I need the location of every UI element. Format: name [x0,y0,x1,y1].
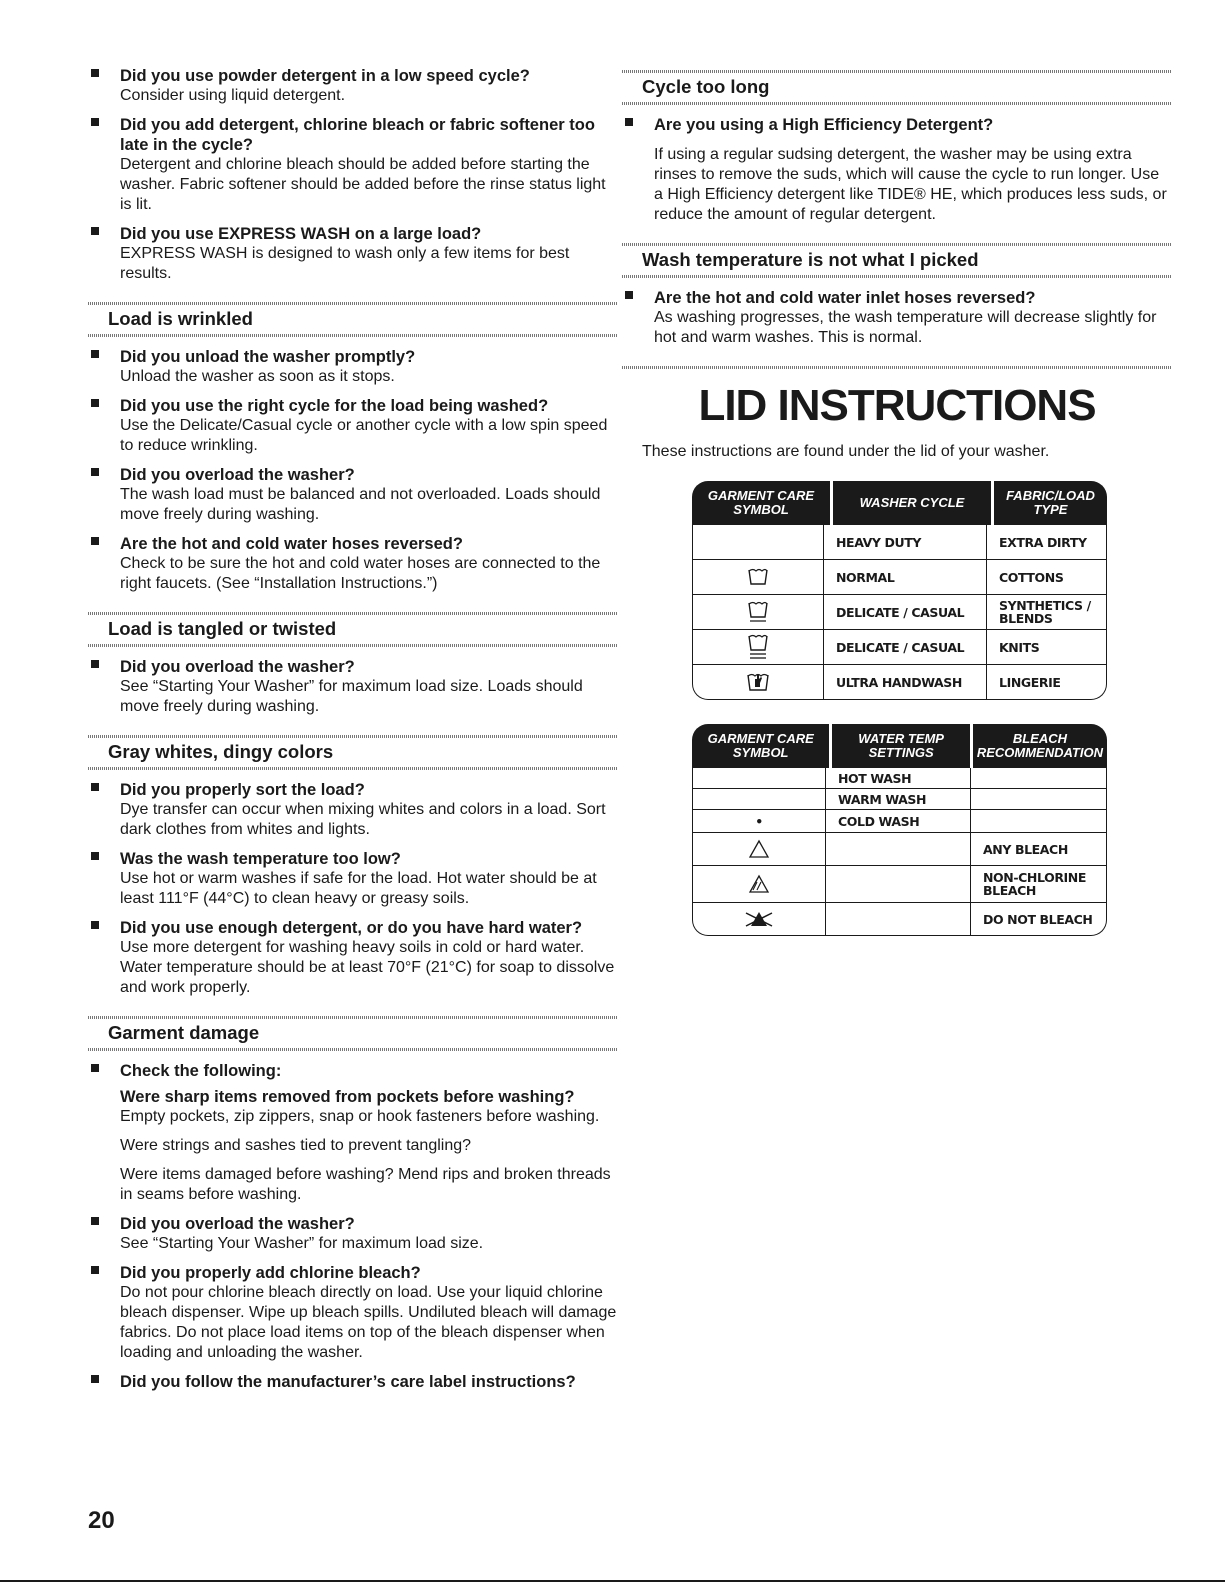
hand-wash-icon [746,671,770,693]
bullet-icon [91,1217,99,1225]
paragraph: Were items damaged before washing? Mend rips and broken threads in seams before washing. [120,1166,611,1203]
list-item [88,115,618,215]
bleach-table [692,724,1107,936]
section-title: Garment damage [108,1022,260,1043]
cycle-cell: DELICATE / CASUAL [824,630,987,664]
right-column [622,70,1172,936]
answer: Check to be sure the hot and cold water hoses are connected to the right faucets. (See “Installation Instructions.”) [120,555,601,592]
answer: Use more detergent for washing heavy soils in cold or hard water. Water temperature should be at least 70°F (21°C) for soap to dissolve and work properly. [120,939,615,996]
answer: Do not pour chlorine bleach directly on load. Use your liquid chlorine bleach dispenser. Wipe up bleach spills. Undiluted bleach will damage fabrics. Do not place load items on top of the bleach dispenser when loading and unloading the washer. [120,1284,617,1361]
answer: Consider using liquid detergent. [120,87,346,104]
column-header: GARMENT CARE SYMBOL [692,481,833,525]
section-title: Load is tangled or twisted [108,618,337,639]
left-column [88,66,618,1401]
temp-cell [826,903,971,935]
symbol-cell [693,665,824,699]
fabric-cell: SYNTHETICS / BLENDS [999,598,1091,626]
table-row [693,525,1106,559]
table-row [693,902,1106,935]
answer: See “Starting Your Washer” for maximum load size. Loads should move freely during washing. [120,678,583,715]
bullet-icon [91,921,99,929]
bleach-cell [971,810,1106,832]
section-header [622,70,1172,105]
table-row [693,809,1106,832]
symbol-cell [693,560,824,594]
bleach-cell [971,768,1106,788]
column-header: FABRIC/LOAD TYPE [1006,488,1095,517]
answer: Use hot or warm washes if safe for the load. Hot water should be at least 111°F (44°C) to clean heavy or greasy soils. [120,870,597,907]
table-row [693,865,1106,902]
bullet-icon [91,1266,99,1274]
cycle-cell: HEAVY DUTY [824,525,987,559]
question: Did you use the right cycle for the load being washed? [120,397,549,415]
symbol-cell [693,595,824,629]
bullet-icon [91,783,99,791]
symbol-cell [693,630,824,664]
bullet-icon [91,69,99,77]
bullet-icon [91,660,99,668]
symbol-cell [693,903,826,935]
fabric-cell: LINGERIE [999,674,1061,690]
question: Did you add detergent, chlorine bleach or fabric softener too late in the cycle? [120,116,595,154]
section-title: Load is wrinkled [108,308,253,329]
temp-cell: HOT WASH [826,768,971,788]
bullet-icon [91,399,99,407]
paragraph: Were strings and sashes tied to prevent tangling? [120,1137,472,1154]
dotted-rule [88,735,618,738]
table-row [693,788,1106,809]
page-number: 20 [88,1507,115,1534]
list-item [88,1372,618,1392]
question: Did you properly sort the load? [120,781,365,799]
bleach-cell: ANY BLEACH [983,841,1068,857]
washer-cycle-table [692,481,1107,700]
dotted-rule [88,1048,618,1051]
any-bleach-icon [748,839,770,859]
normal-wash-icon [747,567,769,587]
temp-cell: WARM WASH [826,789,971,809]
bullet-icon [91,1064,99,1072]
bleach-cell: DO NOT BLEACH [983,911,1093,927]
cycle-cell: ULTRA HANDWASH [824,665,987,699]
dotted-rule [622,243,1172,246]
list-item [88,780,618,840]
section-title: Cycle too long [642,76,770,97]
column-header: WASHER CYCLE [833,481,994,525]
question: Did you use enough detergent, or do you have hard water? [120,919,583,937]
page-title: LID INSTRUCTIONS [698,381,1096,430]
table-header [692,724,1107,768]
bullet-icon [91,1375,99,1383]
temp-cell: COLD WASH [826,810,971,832]
list-item [622,288,1172,348]
cycle-cell: DELICATE / CASUAL [824,595,987,629]
list-item [88,347,618,387]
section-divider [622,366,1172,369]
intro-text: These instructions are found under the lid of your washer. [642,443,1050,460]
bullet-icon [91,118,99,126]
question: Are you using a High Efficiency Detergent? [654,116,994,134]
do-not-bleach-icon [742,909,776,929]
table-row [693,594,1106,629]
dotted-rule [622,70,1172,73]
cycle-cell: NORMAL [824,560,987,594]
column-header: WATER TEMP SETTINGS [832,724,972,768]
section-title: Gray whites, dingy colors [108,741,334,762]
question: Did you follow the manufacturer’s care label instructions? [120,1373,576,1391]
list-item [88,849,618,909]
section-header [88,302,618,337]
list-item [88,224,618,284]
section-header [88,612,618,647]
symbol-cell [693,789,826,809]
answer: Unload the washer as soon as it stops. [120,368,395,385]
list-item [88,465,618,525]
section-header [622,243,1172,278]
question: Did you properly add chlorine bleach? [120,1264,421,1282]
dotted-rule [88,767,618,770]
question: Did you unload the washer promptly? [120,348,416,366]
list-item [88,396,618,456]
list-item [88,1214,618,1254]
list-item [88,534,618,594]
bleach-cell: NON-CHLORINE BLEACH [983,870,1086,898]
bullet-icon [91,468,99,476]
dotted-rule [88,612,618,615]
question: Are the hot and cold water inlet hoses reversed? [654,289,1036,307]
list-item [88,918,618,998]
dotted-rule [622,102,1172,105]
bullet-icon [625,291,633,299]
question: Did you overload the washer? [120,658,355,676]
table-row [693,664,1106,699]
question: Was the wash temperature too low? [120,850,401,868]
non-chlorine-bleach-icon [748,874,770,894]
gentle-wash-icon [747,633,769,661]
bullet-icon [91,852,99,860]
list-item [88,1061,618,1205]
answer: As washing progresses, the wash temperature will decrease slightly for hot and warm washes. This is normal. [654,309,1157,346]
bleach-cell [971,789,1106,809]
fabric-cell: EXTRA DIRTY [999,534,1087,550]
table-header [692,481,1107,525]
answer: Dye transfer can occur when mixing whites and colors in a load. Sort dark clothes from whites and lights. [120,801,606,838]
answer: Detergent and chlorine bleach should be added before starting the washer. Fabric softener should be added before the rinse status light is lit. [120,156,606,213]
sub-question: Were sharp items removed from pockets before washing? [120,1088,575,1106]
temp-cell [826,866,971,902]
footer-rule [0,1580,1225,1582]
question: Did you use powder detergent in a low speed cycle? [120,67,530,85]
question: Are the hot and cold water hoses reversed? [120,535,463,553]
question: Did you overload the washer? [120,1215,355,1233]
answer: The wash load must be balanced and not overloaded. Loads should move freely during washing. [120,486,601,523]
answer: Empty pockets, zip zippers, snap or hook fasteners before washing. [120,1108,600,1125]
table-body [692,768,1107,936]
question: Did you overload the washer? [120,466,355,484]
list-item [88,66,618,106]
dotted-rule [88,302,618,305]
section-title: Wash temperature is not what I picked [642,249,979,270]
table-row [693,768,1106,788]
section-header [88,735,618,770]
question: Did you use EXPRESS WASH on a large load? [120,225,482,243]
bullet-icon [91,350,99,358]
bullet-icon [91,227,99,235]
symbol-cell [693,866,826,902]
dotted-rule [622,366,1172,369]
symbol-cell [693,833,826,865]
symbol-cell [693,768,826,788]
answer: If using a regular sudsing detergent, the washer may be using extra rinses to remove the suds, which will cause the cycle to run longer. Use a High Efficiency detergent like TIDE® HE, which produces less suds, or reduce the amount of regular detergent. [654,146,1167,223]
table-row [693,559,1106,594]
question: Check the following: [120,1062,282,1080]
table-row [693,832,1106,865]
column-header: BLEACH RECOMMENDATION [976,731,1103,760]
answer: EXPRESS WASH is designed to wash only a few items for best results. [120,245,570,282]
list-item [622,115,1172,225]
section-header [88,1016,618,1051]
answer: See “Starting Your Washer” for maximum load size. [120,1235,484,1252]
permanent-press-wash-icon [747,600,769,624]
table-body [692,525,1107,700]
bullet-icon [625,118,633,126]
answer: Use the Delicate/Casual cycle or another cycle with a low spin speed to reduce wrinkling. [120,417,608,454]
list-item [88,1263,618,1363]
dotted-rule [622,275,1172,278]
bullet-icon [91,537,99,545]
dotted-rule [88,644,618,647]
table-row [693,629,1106,664]
symbol-cell: • [693,810,826,832]
dotted-rule [88,334,618,337]
fabric-cell: KNITS [999,639,1040,655]
fabric-cell: COTTONS [999,569,1064,585]
temp-cell [826,833,971,865]
dotted-rule [88,1016,618,1019]
column-header: GARMENT CARE SYMBOL [692,724,832,768]
symbol-cell [693,525,824,559]
list-item [88,657,618,717]
